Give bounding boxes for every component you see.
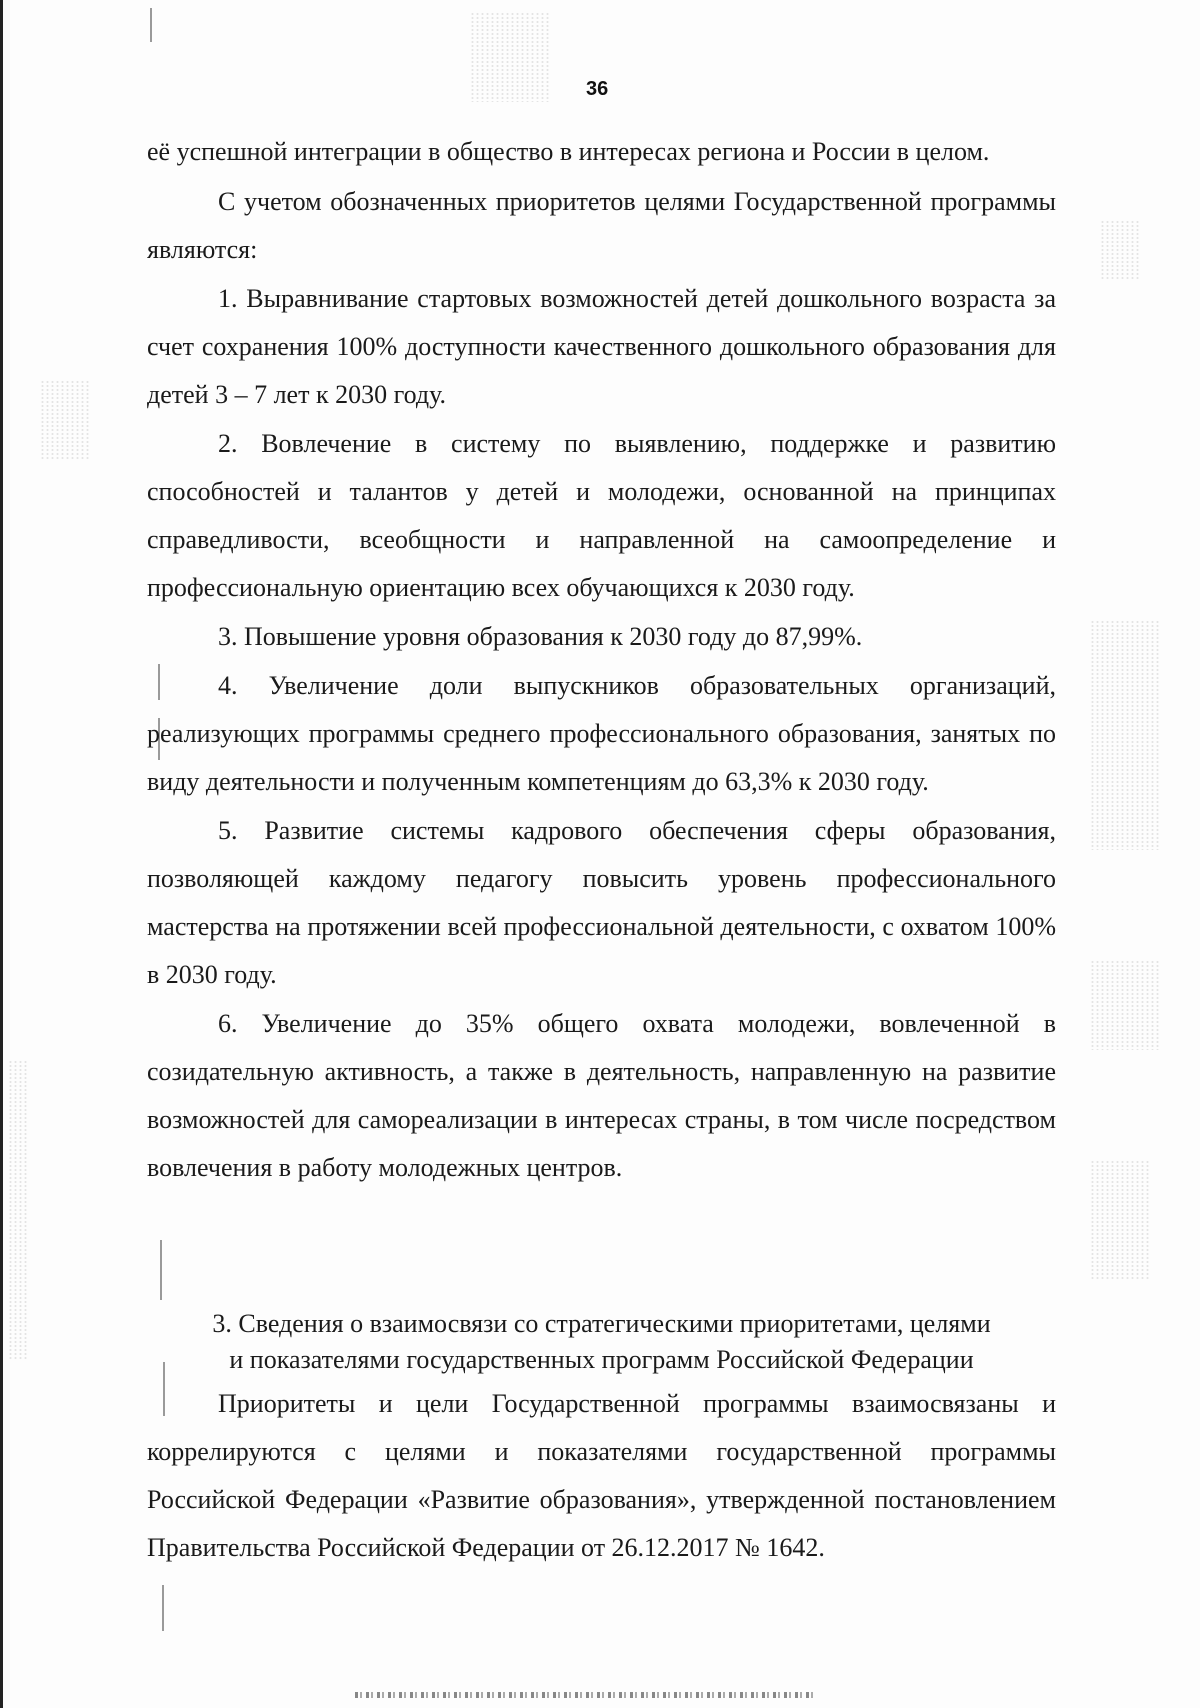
scan-noise	[8, 1060, 28, 1360]
goal-paragraph-2: 2. Вовлечение в систему по выявлению, поддержке и развитию способностей и талантов у детей и молодежи, основанной на принципах справедливости, всеобщности и направленной на самоопределение и профессиональную ориентацию всех обучающихся к 2030 году.	[147, 429, 1056, 602]
scan-bottom-strip	[355, 1692, 815, 1698]
intro-paragraph: С учетом обозначенных приоритетов целями Государственной программы являются:	[147, 187, 1056, 264]
scan-noise	[470, 12, 550, 102]
scan-noise	[40, 380, 90, 460]
continuation-paragraph: её успешной интеграции в общество в интересах региона и России в целом.	[147, 137, 990, 166]
section-text	[147, 1380, 1056, 1572]
section-title	[147, 1306, 1056, 1378]
section-title-line-1: 3. Сведения о взаимосвязи со стратегическими приоритетами, целями	[212, 1309, 991, 1338]
scan-mark	[160, 1240, 162, 1300]
goal-paragraph-3: 3. Повышение уровня образования к 2030 году до 87,99%.	[218, 622, 863, 651]
body-text	[147, 128, 1056, 1192]
scan-noise	[1100, 220, 1140, 280]
scan-mark	[150, 8, 152, 42]
goal-paragraph-1: 1. Выравнивание стартовых возможностей детей дошкольного возраста за счет сохранения 100% доступности качественного дошкольного образования для детей 3 – 7 лет к 2030 году.	[147, 284, 1056, 409]
goal-paragraph-4: 4. Увеличение доли выпускников образовательных организаций, реализующих программы среднего профессионального образования, занятых по виду деятельности и полученным компетенциям до 63,3% к 2030 году.	[147, 671, 1056, 796]
scan-noise	[1090, 1160, 1150, 1280]
scan-mark	[162, 1585, 164, 1631]
section-paragraph: Приоритеты и цели Государственной программы взаимосвязаны и коррелируются с целями и показателями государственной программы Российской Федерации «Развитие образования», утвержденной постановлением Правительства Российской Федерации от 26.12.2017 № 1642.	[147, 1389, 1056, 1562]
scan-noise	[1090, 960, 1160, 1050]
section-title-line-2: и показателями государственных программ Российской Федерации	[229, 1345, 974, 1374]
goal-paragraph-6: 6. Увеличение до 35% общего охвата молодежи, вовлеченной в созидательную активность, а также в деятельность, направленную на развитие возможностей для самореализации в интересах страны, в том числе посредством вовлечения в работу молодежных центров.	[147, 1009, 1056, 1182]
goal-paragraph-5: 5. Развитие системы кадрового обеспечения сферы образования, позволяющей каждому педагогу повысить уровень профессионального мастерства на протяжении всей профессиональной деятельности, с охватом 100% в 2030 году.	[147, 816, 1056, 989]
scan-noise	[1090, 620, 1160, 850]
page-number: 36	[586, 78, 609, 100]
scan-left-edge	[0, 0, 3, 1708]
